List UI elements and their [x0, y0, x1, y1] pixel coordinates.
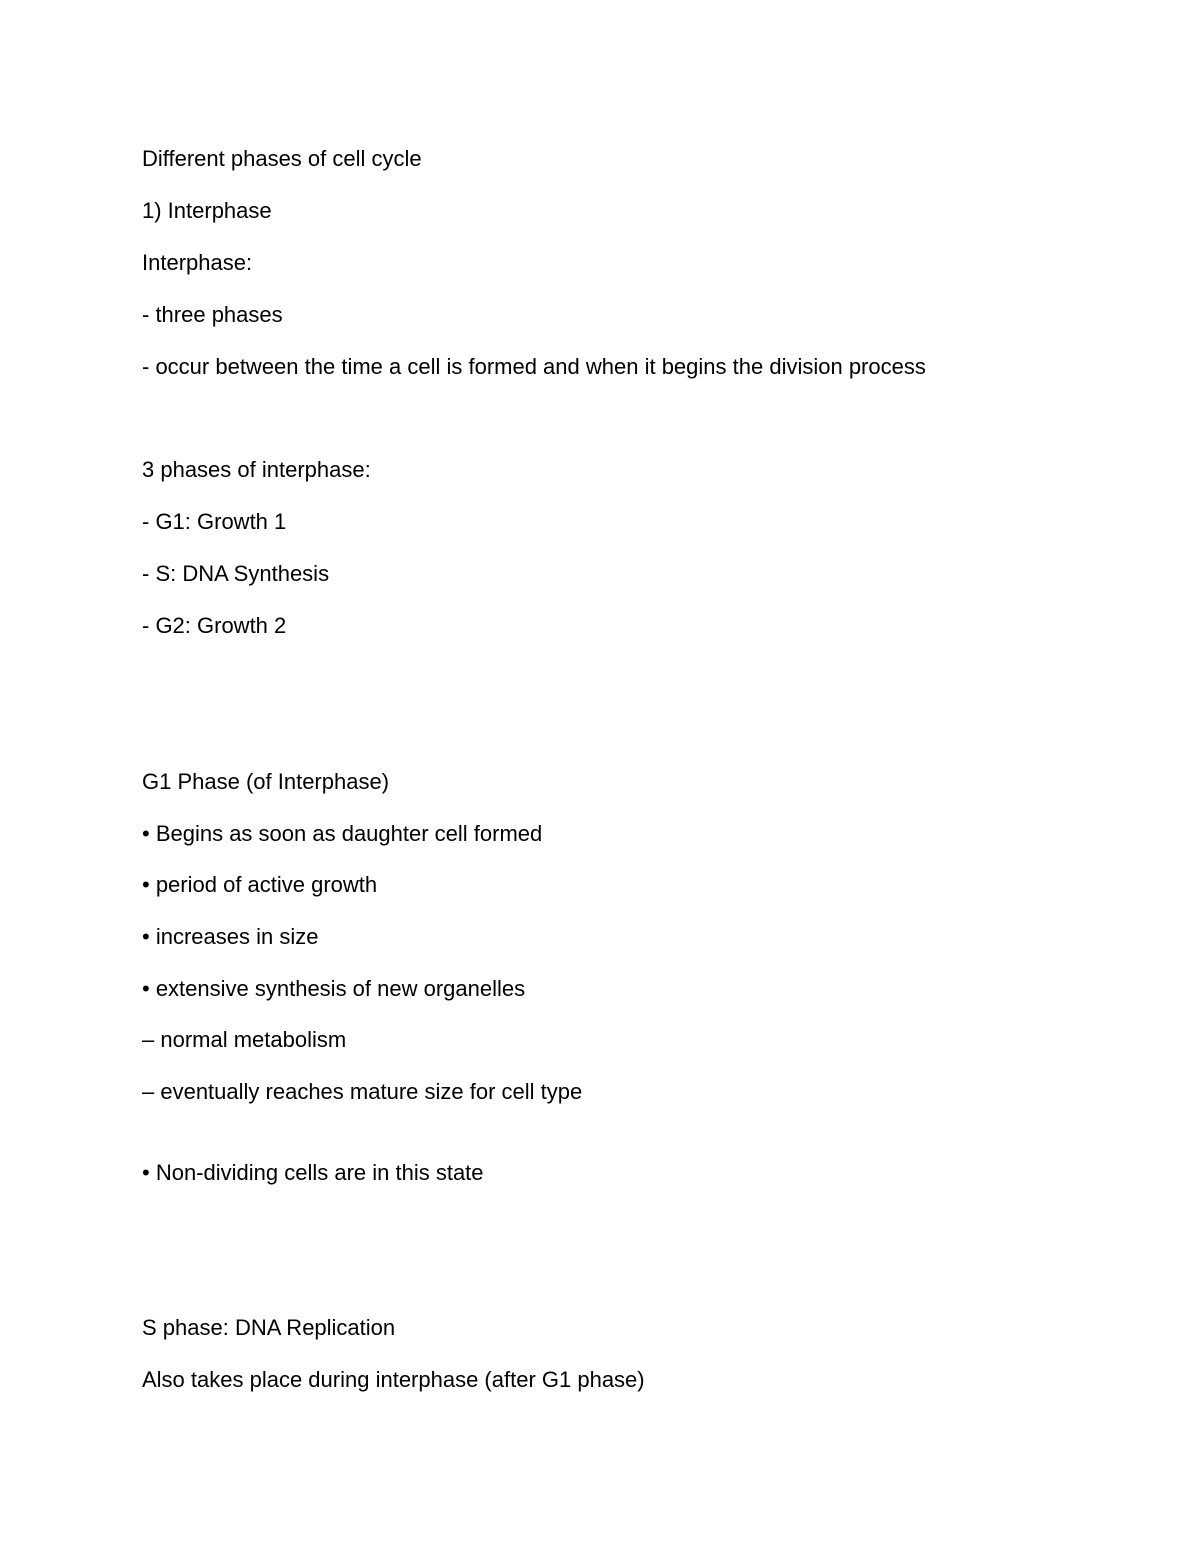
bullet-item: • increases in size — [142, 924, 319, 949]
list-item: - G2: Growth 2 — [142, 613, 287, 638]
list-item: - three phases — [142, 302, 283, 327]
bullet-item: • period of active growth — [142, 872, 378, 897]
dash-item: – eventually reaches mature size for cell type — [142, 1079, 583, 1104]
bullet-item: • Non-dividing cells are in this state — [142, 1160, 484, 1185]
section-heading: 3 phases of interphase: — [142, 457, 371, 482]
document-title: Different phases of cell cycle — [142, 146, 422, 171]
bullet-item: • Begins as soon as daughter cell formed — [142, 821, 543, 846]
section-heading: 1) Interphase — [142, 198, 272, 223]
section-heading: S phase: DNA Replication — [142, 1315, 396, 1340]
text-line: Also takes place during interphase (after G1 phase) — [142, 1367, 645, 1392]
list-item: - G1: Growth 1 — [142, 509, 287, 534]
list-item: - occur between the time a cell is formed and when it begins the division process — [142, 354, 926, 379]
list-item: - S: DNA Synthesis — [142, 561, 330, 586]
text-line: Interphase: — [142, 250, 253, 275]
dash-item: – normal metabolism — [142, 1027, 347, 1052]
bullet-item: • extensive synthesis of new organelles — [142, 976, 526, 1001]
section-heading: G1 Phase (of Interphase) — [142, 769, 390, 794]
